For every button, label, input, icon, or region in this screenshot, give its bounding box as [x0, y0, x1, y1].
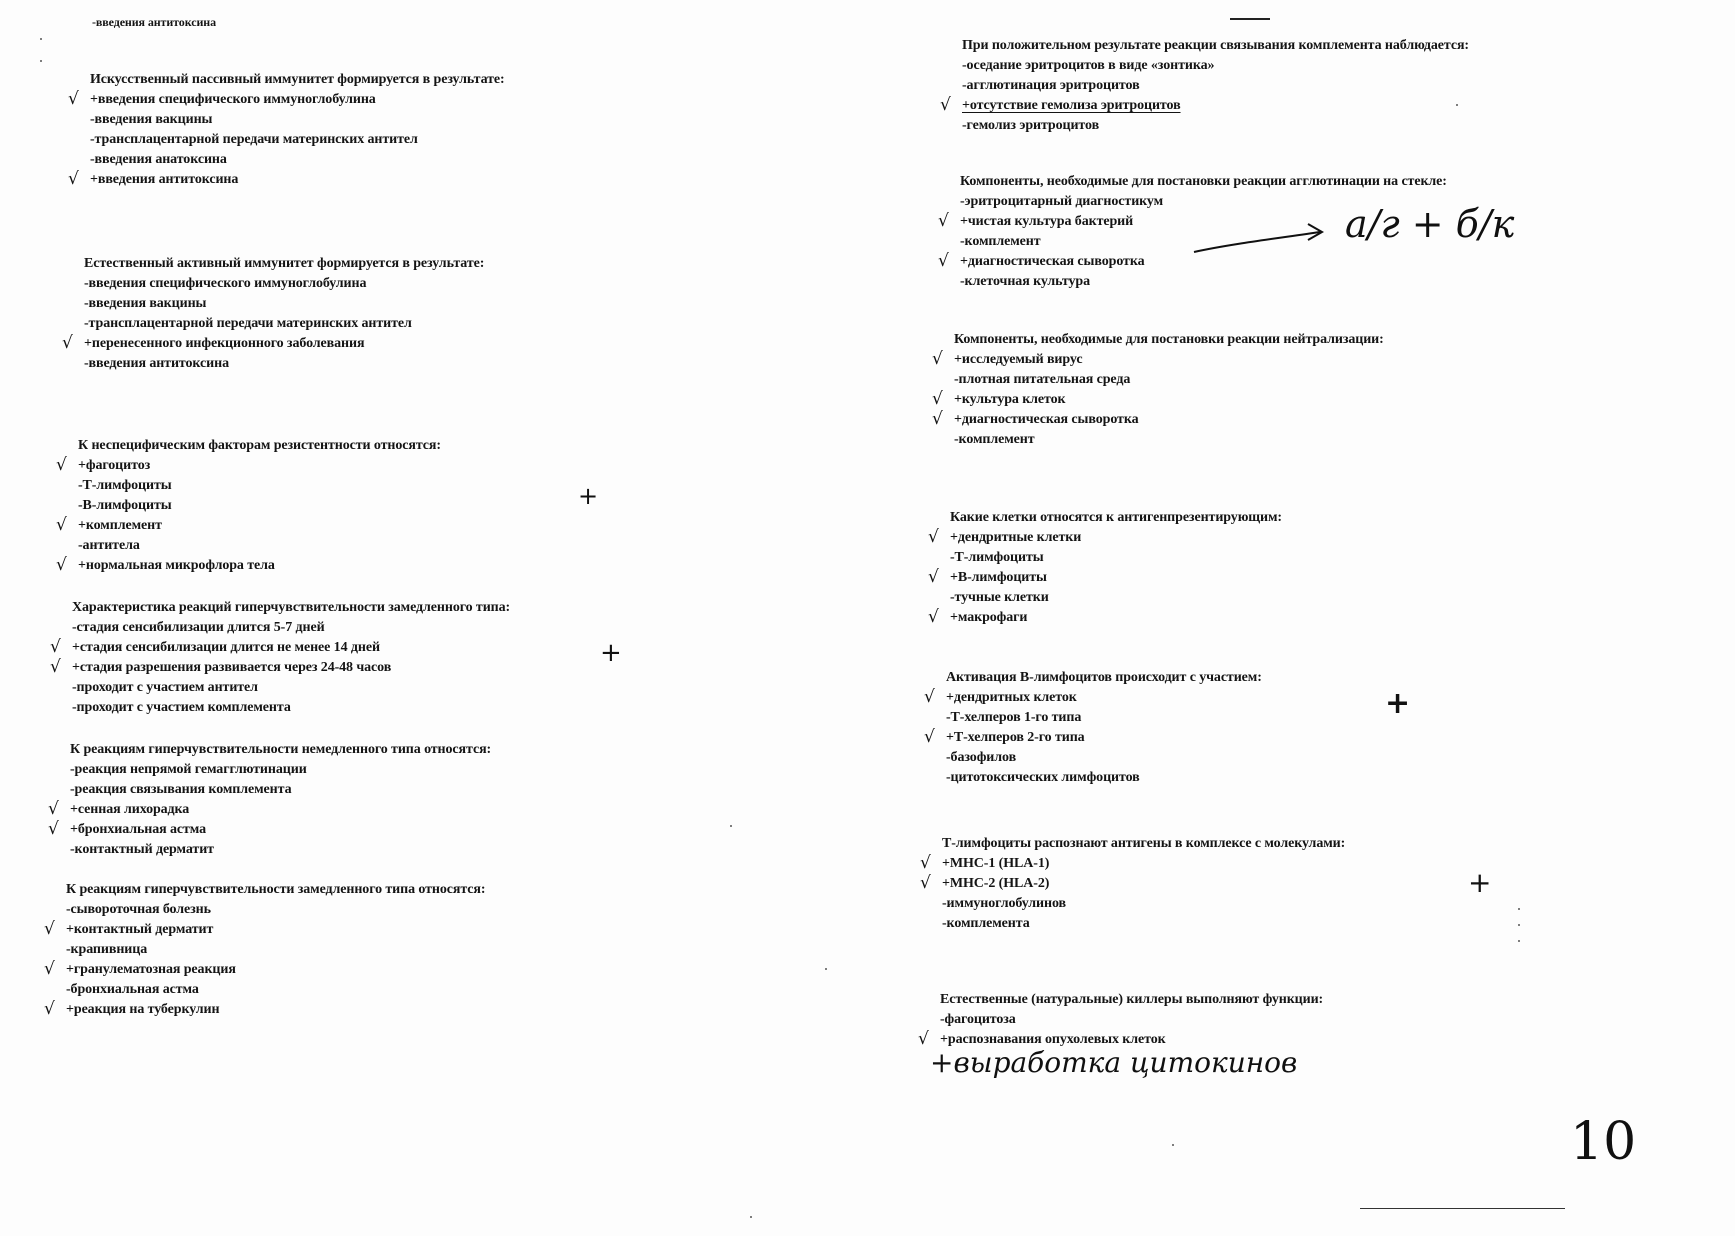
question-title: Характеристика реакций гиперчувствительности замедленного типа:	[72, 600, 511, 615]
question-delayed-hypersensitivity-types	[44, 880, 486, 1020]
option: -крапивница	[66, 942, 148, 957]
scan-speck	[1456, 104, 1458, 106]
option: √ +отсутствие гемолиза эритроцитов	[940, 95, 1181, 115]
check-mark-icon: √	[68, 89, 79, 109]
option: √ +введения специфического иммуноглобулина	[68, 89, 376, 109]
option: -Т-хелперов 1-го типа	[946, 710, 1082, 725]
check-mark-icon: √	[920, 873, 931, 893]
option: -клеточная культура	[960, 274, 1090, 289]
check-mark-icon: √	[56, 455, 67, 475]
option: -трансплацентарной передачи материнских антител	[84, 316, 412, 331]
question-immediate-hypersensitivity	[48, 740, 492, 860]
option: √ +диагностическая сыворотка	[938, 251, 1145, 271]
option: √ +макрофаги	[928, 607, 1028, 627]
check-mark-icon: √	[928, 527, 939, 547]
question-title: Т-лимфоциты распознают антигены в комплексе с молекулами:	[942, 836, 1346, 851]
handwritten-note: +выработка цитокинов	[930, 1046, 1298, 1079]
option: -комплемент	[960, 234, 1041, 249]
question-natural-active-immunity	[62, 254, 485, 374]
question-title: Искусственный пассивный иммунитет формируется в результате:	[90, 72, 505, 87]
question-title: К реакциям гиперчувствительности немедленного типа относятся:	[70, 742, 492, 757]
option: √ +контактный дерматит	[44, 919, 214, 939]
option: -Т-лимфоциты	[78, 478, 172, 493]
option: -стадия сенсибилизации длится 5-7 дней	[72, 620, 325, 635]
check-mark-icon: √	[932, 349, 943, 369]
check-mark-icon: √	[50, 657, 61, 677]
check-mark-icon: √	[44, 999, 55, 1019]
check-mark-icon: √	[56, 515, 67, 535]
option: √ +комплемент	[56, 515, 162, 535]
option: √ +Т-хелперов 2-го типа	[924, 727, 1085, 747]
option: -фагоцитоза	[940, 1012, 1016, 1027]
option: -Т-лимфоциты	[950, 550, 1044, 565]
check-mark-icon: √	[940, 95, 951, 115]
question-artificial-passive-immunity	[68, 70, 505, 190]
plus-mark-icon: +	[1468, 866, 1492, 899]
scan-speck	[40, 38, 42, 40]
check-mark-icon: √	[924, 687, 935, 707]
option: √ +диагностическая сыворотка	[932, 409, 1139, 429]
question-title: Активация В-лимфоцитов происходит с участием:	[946, 670, 1262, 685]
pen-stroke	[1230, 18, 1270, 20]
check-mark-icon: √	[918, 1029, 929, 1049]
question-delayed-hypersensitivity-characteristics	[50, 598, 511, 718]
handwritten-arrow-icon	[1190, 218, 1330, 258]
check-mark-icon: √	[928, 607, 939, 627]
option: -комплемент	[954, 432, 1035, 447]
question-title: Естественные (натуральные) киллеры выполняют функции:	[940, 992, 1324, 1007]
check-mark-icon: √	[44, 919, 55, 939]
check-mark-icon: √	[932, 389, 943, 409]
option: √ +нормальная микрофлора тела	[56, 555, 275, 575]
question-title: К реакциям гиперчувствительности замедленного типа относятся:	[66, 882, 486, 897]
check-mark-icon: √	[48, 799, 59, 819]
option: -проходит с участием комплемента	[72, 700, 291, 715]
option: -иммуноглобулинов	[942, 896, 1066, 911]
bottom-rule	[1360, 1208, 1565, 1209]
plus-mark-icon: +	[600, 638, 622, 668]
handwritten-note: а/г + б/к	[1345, 202, 1515, 246]
check-mark-icon: √	[932, 409, 943, 429]
option: √ +MHC-1 (HLA-1)	[920, 853, 1050, 873]
option: √ +сенная лихорадка	[48, 799, 190, 819]
option: -введения вакцины	[90, 112, 213, 127]
page-number: 10	[1570, 1112, 1637, 1172]
option: -антитела	[78, 538, 140, 553]
question-title: Естественный активный иммунитет формируется в результате:	[84, 256, 485, 271]
option: √ +стадия сенсибилизации длится не менее 14 дней	[50, 637, 380, 657]
option: √ +чистая культура бактерий	[938, 211, 1134, 231]
option: -проходит с участием антител	[72, 680, 258, 695]
check-mark-icon: √	[928, 567, 939, 587]
question-neutralization-components	[932, 330, 1384, 450]
scan-speck	[730, 825, 732, 827]
option: √ +дендритные клетки	[928, 527, 1082, 547]
question-natural-killers	[918, 990, 1324, 1050]
option: -реакция связывания комплемента	[70, 782, 292, 797]
option: √ +гранулематозная реакция	[44, 959, 236, 979]
option: -введения вакцины	[84, 296, 207, 311]
option: -комплемента	[942, 916, 1030, 931]
option: -плотная питательная среда	[954, 372, 1131, 387]
question-title: Компоненты, необходимые для постановки реакции нейтрализации:	[954, 332, 1384, 347]
scan-speck	[1518, 924, 1520, 926]
scan-speck	[825, 968, 827, 970]
option: √ +дендритных клеток	[924, 687, 1077, 707]
option: √ +реакция на туберкулин	[44, 999, 220, 1019]
option: -эритроцитарный диагностикум	[960, 194, 1164, 209]
option: -трансплацентарной передачи материнских антител	[90, 132, 418, 147]
option: -реакция непрямой гемагглютинации	[70, 762, 307, 777]
plus-mark-icon: +	[578, 482, 599, 510]
option: -гемолиз эритроцитов	[962, 118, 1100, 133]
option: √ +фагоцитоз	[56, 455, 151, 475]
check-mark-icon: √	[48, 819, 59, 839]
top-fragment: -введения антитоксина	[92, 15, 216, 29]
question-antigen-presenting-cells	[928, 508, 1282, 628]
question-title: При положительном результате реакции связывания комплемента наблюдается:	[962, 38, 1469, 53]
question-b-lymphocyte-activation	[924, 668, 1262, 788]
check-mark-icon: √	[62, 333, 73, 353]
check-mark-icon: √	[924, 727, 935, 747]
option: √ +культура клеток	[932, 389, 1066, 409]
scan-speck	[750, 1216, 752, 1218]
option: -базофилов	[946, 750, 1017, 765]
check-mark-icon: √	[938, 251, 949, 271]
option: -контактный дерматит	[70, 842, 214, 857]
option: √ +распознавания опухолевых клеток	[918, 1029, 1166, 1049]
option: √ +исследуемый вирус	[932, 349, 1083, 369]
option: -бронхиальная астма	[66, 982, 199, 997]
option: √ +перенесенного инфекционного заболевания	[62, 333, 365, 353]
check-mark-icon: √	[938, 211, 949, 231]
check-mark-icon: √	[56, 555, 67, 575]
plus-mark-icon: +	[1385, 686, 1411, 721]
option: -введения анатоксина	[90, 152, 227, 167]
option: -В-лимфоциты	[78, 498, 172, 513]
option: √ +В-лимфоциты	[928, 567, 1047, 587]
option: √ +MHC-2 (HLA-2)	[920, 873, 1050, 893]
question-t-lymphocyte-recognition	[920, 834, 1346, 934]
option: √ +стадия разрешения развивается через 24-48 часов	[50, 657, 392, 677]
check-mark-icon: √	[44, 959, 55, 979]
scan-speck	[40, 60, 42, 62]
option: -введения специфического иммуноглобулина	[84, 276, 367, 291]
option: -агглютинация эритроцитов	[962, 78, 1140, 93]
question-title: Компоненты, необходимые для постановки реакции агглютинации на стекле:	[960, 174, 1447, 189]
option: √ +введения антитоксина	[68, 169, 239, 189]
check-mark-icon: √	[920, 853, 931, 873]
question-complement-fixation-result	[940, 36, 1469, 136]
question-title: К неспецифическим факторам резистентности относятся:	[78, 438, 441, 453]
question-title: Какие клетки относятся к антигенпрезентирующим:	[950, 510, 1282, 525]
scan-speck	[1518, 908, 1520, 910]
option: -цитотоксических лимфоцитов	[946, 770, 1140, 785]
option: √ +бронхиальная астма	[48, 819, 207, 839]
check-mark-icon: √	[68, 169, 79, 189]
option: -введения антитоксина	[84, 356, 229, 371]
option: -сывороточная болезнь	[66, 902, 211, 917]
scan-speck	[1518, 940, 1520, 942]
option: -тучные клетки	[950, 590, 1049, 605]
option: -оседание эритроцитов в виде «зонтика»	[962, 58, 1215, 73]
question-nonspecific-resistance	[56, 436, 441, 576]
scan-speck	[1172, 1144, 1174, 1146]
check-mark-icon: √	[50, 637, 61, 657]
